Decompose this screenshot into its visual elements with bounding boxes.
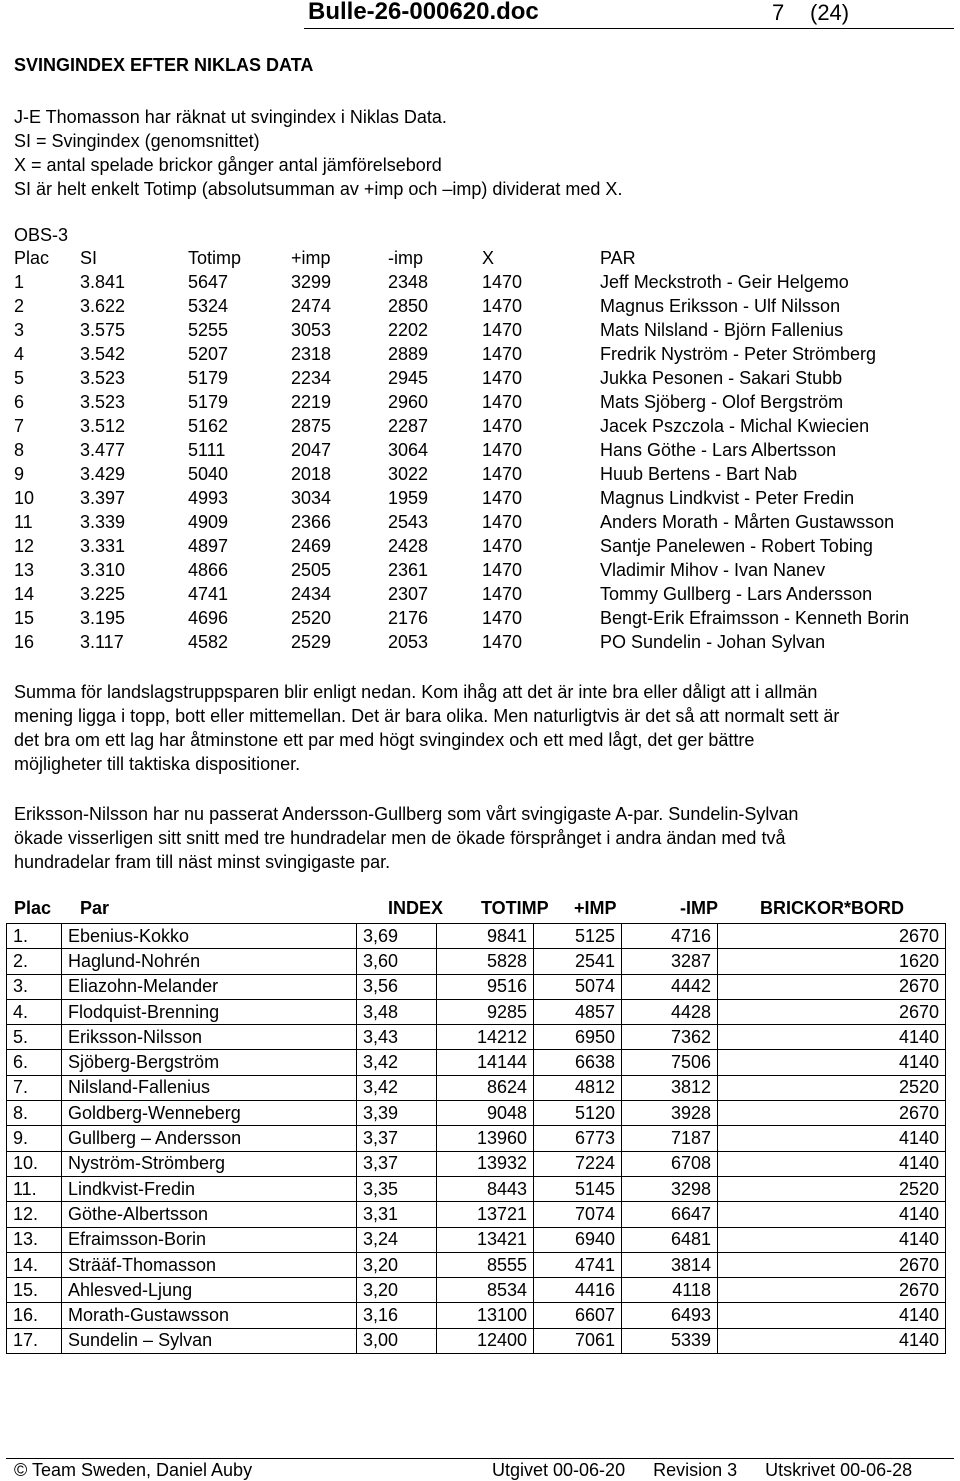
summary-row [7,924,946,949]
table-cell: 2520 [718,1176,946,1201]
table-cell: 3.429 [80,464,126,484]
table-cell: 4140 [718,1303,946,1328]
column-header: BRICKOR*BORD [760,898,904,918]
table-cell: 6. [7,1050,62,1075]
footer-issued: Utgivet 00-06-20 [492,1460,626,1480]
paragraph-line: ökade visserligen sitt snitt med tre hundradelar men de ökade försprånget i andra ändan med två [14,828,786,848]
paragraph-line: Eriksson-Nilsson har nu passerat Andersson-Gullberg som vårt svingigaste A-par. Sundelin-Sylvan [14,804,799,824]
summary-intro-paragraph [14,680,839,776]
table-cell: Magnus Lindkvist - Peter Fredin [600,488,855,508]
table-cell: 3034 [291,488,332,508]
column-header: PAR [600,248,636,268]
table-cell: 3,31 [357,1202,437,1227]
table-cell: 9 [14,464,25,484]
page-number: 7 [772,0,785,25]
table-cell: 3,42 [357,1075,437,1100]
table-cell: 1470 [482,440,523,460]
table-cell: 3.331 [80,536,126,556]
summary-row [7,1227,946,1252]
table-cell: 2541 [534,949,622,974]
table-cell: 7061 [534,1328,622,1353]
summary-row [7,974,946,999]
table-cell: 2520 [291,608,332,628]
footer-printed: Utskrivet 00-06-28 [765,1460,913,1480]
intro-paragraph [14,105,622,201]
table-cell: Fredrik Nyström - Peter Strömberg [600,344,877,364]
table-cell: 8. [7,1101,62,1126]
table-cell: 6481 [622,1227,718,1252]
table-cell: 3,37 [357,1126,437,1151]
table-cell: 3.117 [80,632,124,652]
table-cell: Ahlesved-Ljung [62,1278,357,1303]
table-cell: 5179 [188,392,229,412]
table-cell: 3.523 [80,368,126,388]
page-title: SVINGINDEX EFTER NIKLAS DATA [14,55,314,75]
table-cell: 2875 [291,416,332,436]
table-cell: Morath-Gustawsson [62,1303,357,1328]
table-cell: 3299 [291,272,332,292]
table-cell: 8555 [437,1252,534,1277]
column-header: Par [80,898,110,918]
table-cell: 5120 [534,1101,622,1126]
footer-meta [492,1460,940,1481]
table-cell: Goldberg-Wenneberg [62,1101,357,1126]
table-cell: Hans Göthe - Lars Albertsson [600,440,837,460]
table-cell: 2219 [291,392,332,412]
summary-header-row [14,898,944,924]
table-cell: 4741 [534,1252,622,1277]
footer-divider [6,1458,954,1459]
table-cell: Mats Sjöberg - Olof Bergström [600,392,844,412]
table-cell: 3.225 [80,584,126,604]
table-cell: 5040 [188,464,229,484]
table-cell: 4582 [188,632,229,652]
table-cell: 13721 [437,1202,534,1227]
intro-line: SI = Svingindex (genomsnittet) [14,131,260,151]
table-cell: 2670 [718,999,946,1024]
table-cell: 7187 [622,1126,718,1151]
footer-copyright: © Team Sweden, Daniel Auby [14,1460,253,1480]
table-cell: 9841 [437,924,534,949]
table-cell: Santje Panelewen - Robert Tobing [600,536,873,556]
table-cell: 5179 [188,368,229,388]
table-cell: 6638 [534,1050,622,1075]
table-cell: 3,00 [357,1328,437,1353]
table-cell: 6 [14,392,25,412]
table-cell: 1470 [482,536,523,556]
table-cell: 8 [14,440,25,460]
table-cell: 3,24 [357,1227,437,1252]
table-cell: 17. [7,1328,62,1353]
table-cell: 12400 [437,1328,534,1353]
table-cell: 5207 [188,344,229,364]
table-cell: Sundelin – Sylvan [62,1328,357,1353]
table-cell: 4696 [188,608,229,628]
paragraph-line: hundradelar fram till näst minst svingigaste par. [14,852,391,872]
table-cell: 3,20 [357,1278,437,1303]
table-cell: Efraimsson-Borin [62,1227,357,1252]
table-cell: 3812 [622,1075,718,1100]
summary-row [7,1075,946,1100]
table-cell: 3928 [622,1101,718,1126]
table-cell: 2287 [388,416,429,436]
table-cell: 3287 [622,949,718,974]
table-cell: 3.310 [80,560,126,580]
column-header: -IMP [680,898,718,918]
column-header: Totimp [188,248,242,268]
table-cell: 5324 [188,296,229,316]
table-cell: 3,39 [357,1101,437,1126]
paragraph-line: det bra om ett lag har åtminstone ett par med högt svingindex och ett med lågt, det ger bättre [14,730,755,750]
table-cell: 13932 [437,1151,534,1176]
obs-label: OBS-3 [14,225,69,245]
table-cell: Flodquist-Brenning [62,999,357,1024]
table-cell: 14 [14,584,35,604]
table-cell: Sjöberg-Bergström [62,1050,357,1075]
table-cell: 4909 [188,512,229,532]
summary-row [7,949,946,974]
table-cell: 2670 [718,924,946,949]
table-cell: 3298 [622,1176,718,1201]
table-cell: 2 [14,296,25,316]
table-cell: 13960 [437,1126,534,1151]
table-cell: 3,60 [357,949,437,974]
table-cell: Eliazohn-Melander [62,974,357,999]
table-cell: 3.512 [80,416,126,436]
table-cell: 2361 [388,560,429,580]
table-cell: 6950 [534,1025,622,1050]
table-cell: 3.575 [80,320,126,340]
table-cell: 8624 [437,1075,534,1100]
table-cell: 2053 [388,632,429,652]
table-cell: 3064 [388,440,429,460]
table-cell: 5162 [188,416,229,436]
table-cell: 4140 [718,1025,946,1050]
table-cell: Anders Morath - Mårten Gustawsson [600,512,895,532]
table-cell: Haglund-Nohrén [62,949,357,974]
header-divider [304,28,954,29]
table-cell: 2. [7,949,62,974]
table-cell: Nilsland-Fallenius [62,1075,357,1100]
table-cell: 7362 [622,1025,718,1050]
column-header: TOTIMP [481,898,549,918]
table-cell: 9048 [437,1101,534,1126]
table-cell: Lindkvist-Fredin [62,1176,357,1201]
table-cell: 2670 [718,974,946,999]
footer-revision: Revision 3 [653,1460,738,1480]
table-cell: 2318 [291,344,332,364]
paragraph-line: möjligheter till taktiska dispositioner. [14,754,301,774]
table-cell: 7 [14,416,25,436]
table-cell: 3.523 [80,392,126,412]
table-cell: 4118 [622,1278,718,1303]
table-cell: 5255 [188,320,229,340]
column-header: -imp [388,248,423,268]
table-cell: 7074 [534,1202,622,1227]
table-cell: 2670 [718,1278,946,1303]
table-cell: Ebenius-Kokko [62,924,357,949]
table-cell: 4716 [622,924,718,949]
table-cell: 4897 [188,536,229,556]
table-cell: 2047 [291,440,332,460]
table-cell: 10 [14,488,35,508]
table-cell: 13 [14,560,35,580]
table-cell: 15 [14,608,35,628]
column-header: X [482,248,495,268]
table-cell: 5125 [534,924,622,949]
table-cell: 2469 [291,536,332,556]
table-cell: 1620 [718,949,946,974]
table-cell: 2529 [291,632,332,652]
table-cell: 2307 [388,584,429,604]
table-cell: 1470 [482,344,523,364]
table-cell: 4140 [718,1227,946,1252]
table-cell: 3. [7,974,62,999]
table-cell: 2945 [388,368,429,388]
table-cell: 3,56 [357,974,437,999]
table-cell: 2543 [388,512,429,532]
summary-row [7,1176,946,1201]
table-cell: 5111 [188,440,226,460]
table-cell: 2348 [388,272,429,292]
table-cell: 1470 [482,584,523,604]
table-cell: 5145 [534,1176,622,1201]
table-cell: 3.622 [80,296,126,316]
column-header: +imp [291,248,331,268]
table-cell: 2520 [718,1075,946,1100]
comment-paragraph [14,802,798,874]
table-cell: 12. [7,1202,62,1227]
table-cell: 6940 [534,1227,622,1252]
table-cell: 10. [7,1151,62,1176]
table-cell: 4812 [534,1075,622,1100]
column-header: +IMP [574,898,617,918]
table-cell: 1470 [482,368,523,388]
intro-line: J-E Thomasson har räknat ut svingindex i Niklas Data. [14,107,447,127]
table-cell: 3.339 [80,512,126,532]
intro-line: X = antal spelade brickor gånger antal jämförelsebord [14,155,442,175]
table-cell: 3.477 [80,440,126,460]
table-cell: 1 [14,272,25,292]
summary-row [7,1303,946,1328]
table-cell: Bengt-Erik Efraimsson - Kenneth Borin [600,608,910,628]
table-cell: Nyström-Strömberg [62,1151,357,1176]
document-filename: Bulle-26-000620.doc [308,0,539,25]
summary-table [6,923,946,1354]
table-cell: 13421 [437,1227,534,1252]
table-cell: 4140 [718,1202,946,1227]
table-cell: 6647 [622,1202,718,1227]
table-cell: 4857 [534,999,622,1024]
table-cell: 1470 [482,632,523,652]
table-cell: 3.841 [80,272,126,292]
table-cell: 3,20 [357,1252,437,1277]
table-cell: 1470 [482,392,523,412]
table-cell: 4993 [188,488,229,508]
table-cell: Jeff Meckstroth - Geir Helgemo [600,272,849,292]
table-cell: 1470 [482,608,523,628]
table-cell: 1470 [482,416,523,436]
table-cell: 11. [7,1176,62,1201]
table-cell: 15. [7,1278,62,1303]
table-cell: 3053 [291,320,332,340]
table-cell: 1470 [482,320,523,340]
table-cell: 4140 [718,1050,946,1075]
summary-row [7,1101,946,1126]
page-count: (24) [810,0,850,25]
table-cell: 5828 [437,949,534,974]
table-cell: 14212 [437,1025,534,1050]
table-cell: Magnus Eriksson - Ulf Nilsson [600,296,841,316]
table-cell: PO Sundelin - Johan Sylvan [600,632,826,652]
table-cell: 6708 [622,1151,718,1176]
table-cell: Gullberg – Andersson [62,1126,357,1151]
table-cell: Strääf-Thomasson [62,1252,357,1277]
table-cell: 2434 [291,584,332,604]
table-cell: 2505 [291,560,332,580]
table-cell: 1470 [482,464,523,484]
paragraph-line: Summa för landslagstruppsparen blir enligt nedan. Kom ihåg att det är inte bra eller dåligt att i allmän [14,682,818,702]
table-cell: 2960 [388,392,429,412]
intro-line: SI är helt enkelt Totimp (absolutsumman av +imp och –imp) dividerat med X. [14,179,623,199]
table-cell: 13. [7,1227,62,1252]
table-cell: 2474 [291,296,332,316]
table-cell: 1959 [388,488,429,508]
table-cell: 6493 [622,1303,718,1328]
table-cell: 4416 [534,1278,622,1303]
table-cell: 4 [14,344,25,364]
summary-row [7,1050,946,1075]
table-cell: 14. [7,1252,62,1277]
table-cell: Jacek Pszczola - Michal Kwiecien [600,416,870,436]
summary-row [7,1025,946,1050]
table-cell: 4. [7,999,62,1024]
table-cell: 9. [7,1126,62,1151]
table-cell: 2234 [291,368,332,388]
table-cell: 12 [14,536,35,556]
table-cell: 3,16 [357,1303,437,1328]
table-cell: 2176 [388,608,429,628]
table-cell: 2850 [388,296,429,316]
table-cell: Mats Nilsland - Björn Fallenius [600,320,844,340]
table-cell: 1470 [482,272,523,292]
summary-row [7,1278,946,1303]
table-cell: 2670 [718,1101,946,1126]
table-cell: 1. [7,924,62,949]
table-cell: 6607 [534,1303,622,1328]
table-cell: 3.542 [80,344,126,364]
table-cell: 4140 [718,1126,946,1151]
column-header: Plac [14,898,52,918]
table-cell: 2428 [388,536,429,556]
table-cell: 3,43 [357,1025,437,1050]
table-cell: 4428 [622,999,718,1024]
table-cell: 14144 [437,1050,534,1075]
table-cell: 2670 [718,1252,946,1277]
table-cell: 5074 [534,974,622,999]
table-cell: 11 [14,512,33,532]
table-cell: Göthe-Albertsson [62,1202,357,1227]
table-cell: 3,42 [357,1050,437,1075]
table-cell: 4442 [622,974,718,999]
column-header: INDEX [388,898,444,918]
table-cell: 1470 [482,512,523,532]
table-cell: 3 [14,320,25,340]
table-cell: Huub Bertens - Bart Nab [600,464,798,484]
table-cell: Jukka Pesonen - Sakari Stubb [600,368,843,388]
table-cell: 8443 [437,1176,534,1201]
table-cell: 5339 [622,1328,718,1353]
table-cell: 7224 [534,1151,622,1176]
summary-row [7,1202,946,1227]
summary-row [7,999,946,1024]
table-cell: 3.195 [80,608,126,628]
table-cell: 3,37 [357,1151,437,1176]
table-cell: 7506 [622,1050,718,1075]
table-cell: 16 [14,632,35,652]
column-header: Plac [14,248,50,268]
table-cell: 4741 [188,584,229,604]
table-cell: 8534 [437,1278,534,1303]
table-cell: 7. [7,1075,62,1100]
table-cell: 1470 [482,296,523,316]
table-cell: Eriksson-Nilsson [62,1025,357,1050]
table-cell: 9516 [437,974,534,999]
table-cell: 3022 [388,464,429,484]
table-cell: 9285 [437,999,534,1024]
table-cell: 4140 [718,1328,946,1353]
table-cell: 2889 [388,344,429,364]
table-cell: 4140 [718,1151,946,1176]
table-cell: Vladimir Mihov - Ivan Nanev [600,560,826,580]
paragraph-line: mening ligga i topp, bott eller mittemellan. Det är bara olika. Men naturligtvis är det så att normalt sett är [14,706,840,726]
table-cell: 4866 [188,560,229,580]
table-cell: 2366 [291,512,332,532]
table-cell: 5 [14,368,25,388]
table-cell: 3,48 [357,999,437,1024]
table-cell: 1470 [482,560,523,580]
table-cell: 2202 [388,320,429,340]
table-cell: 3.397 [80,488,126,508]
summary-row [7,1328,946,1353]
table-cell: 13100 [437,1303,534,1328]
summary-row [7,1126,946,1151]
table-cell: 3814 [622,1252,718,1277]
table-cell: 1470 [482,488,523,508]
summary-row [7,1151,946,1176]
table-cell: 5. [7,1025,62,1050]
table-cell: Tommy Gullberg - Lars Andersson [600,584,873,604]
table-cell: 2018 [291,464,332,484]
table-cell: 5647 [188,272,229,292]
table-cell: 16. [7,1303,62,1328]
summary-row [7,1252,946,1277]
column-header: SI [80,248,98,268]
table-cell: 3,69 [357,924,437,949]
table-cell: 3,35 [357,1176,437,1201]
table-cell: 6773 [534,1126,622,1151]
